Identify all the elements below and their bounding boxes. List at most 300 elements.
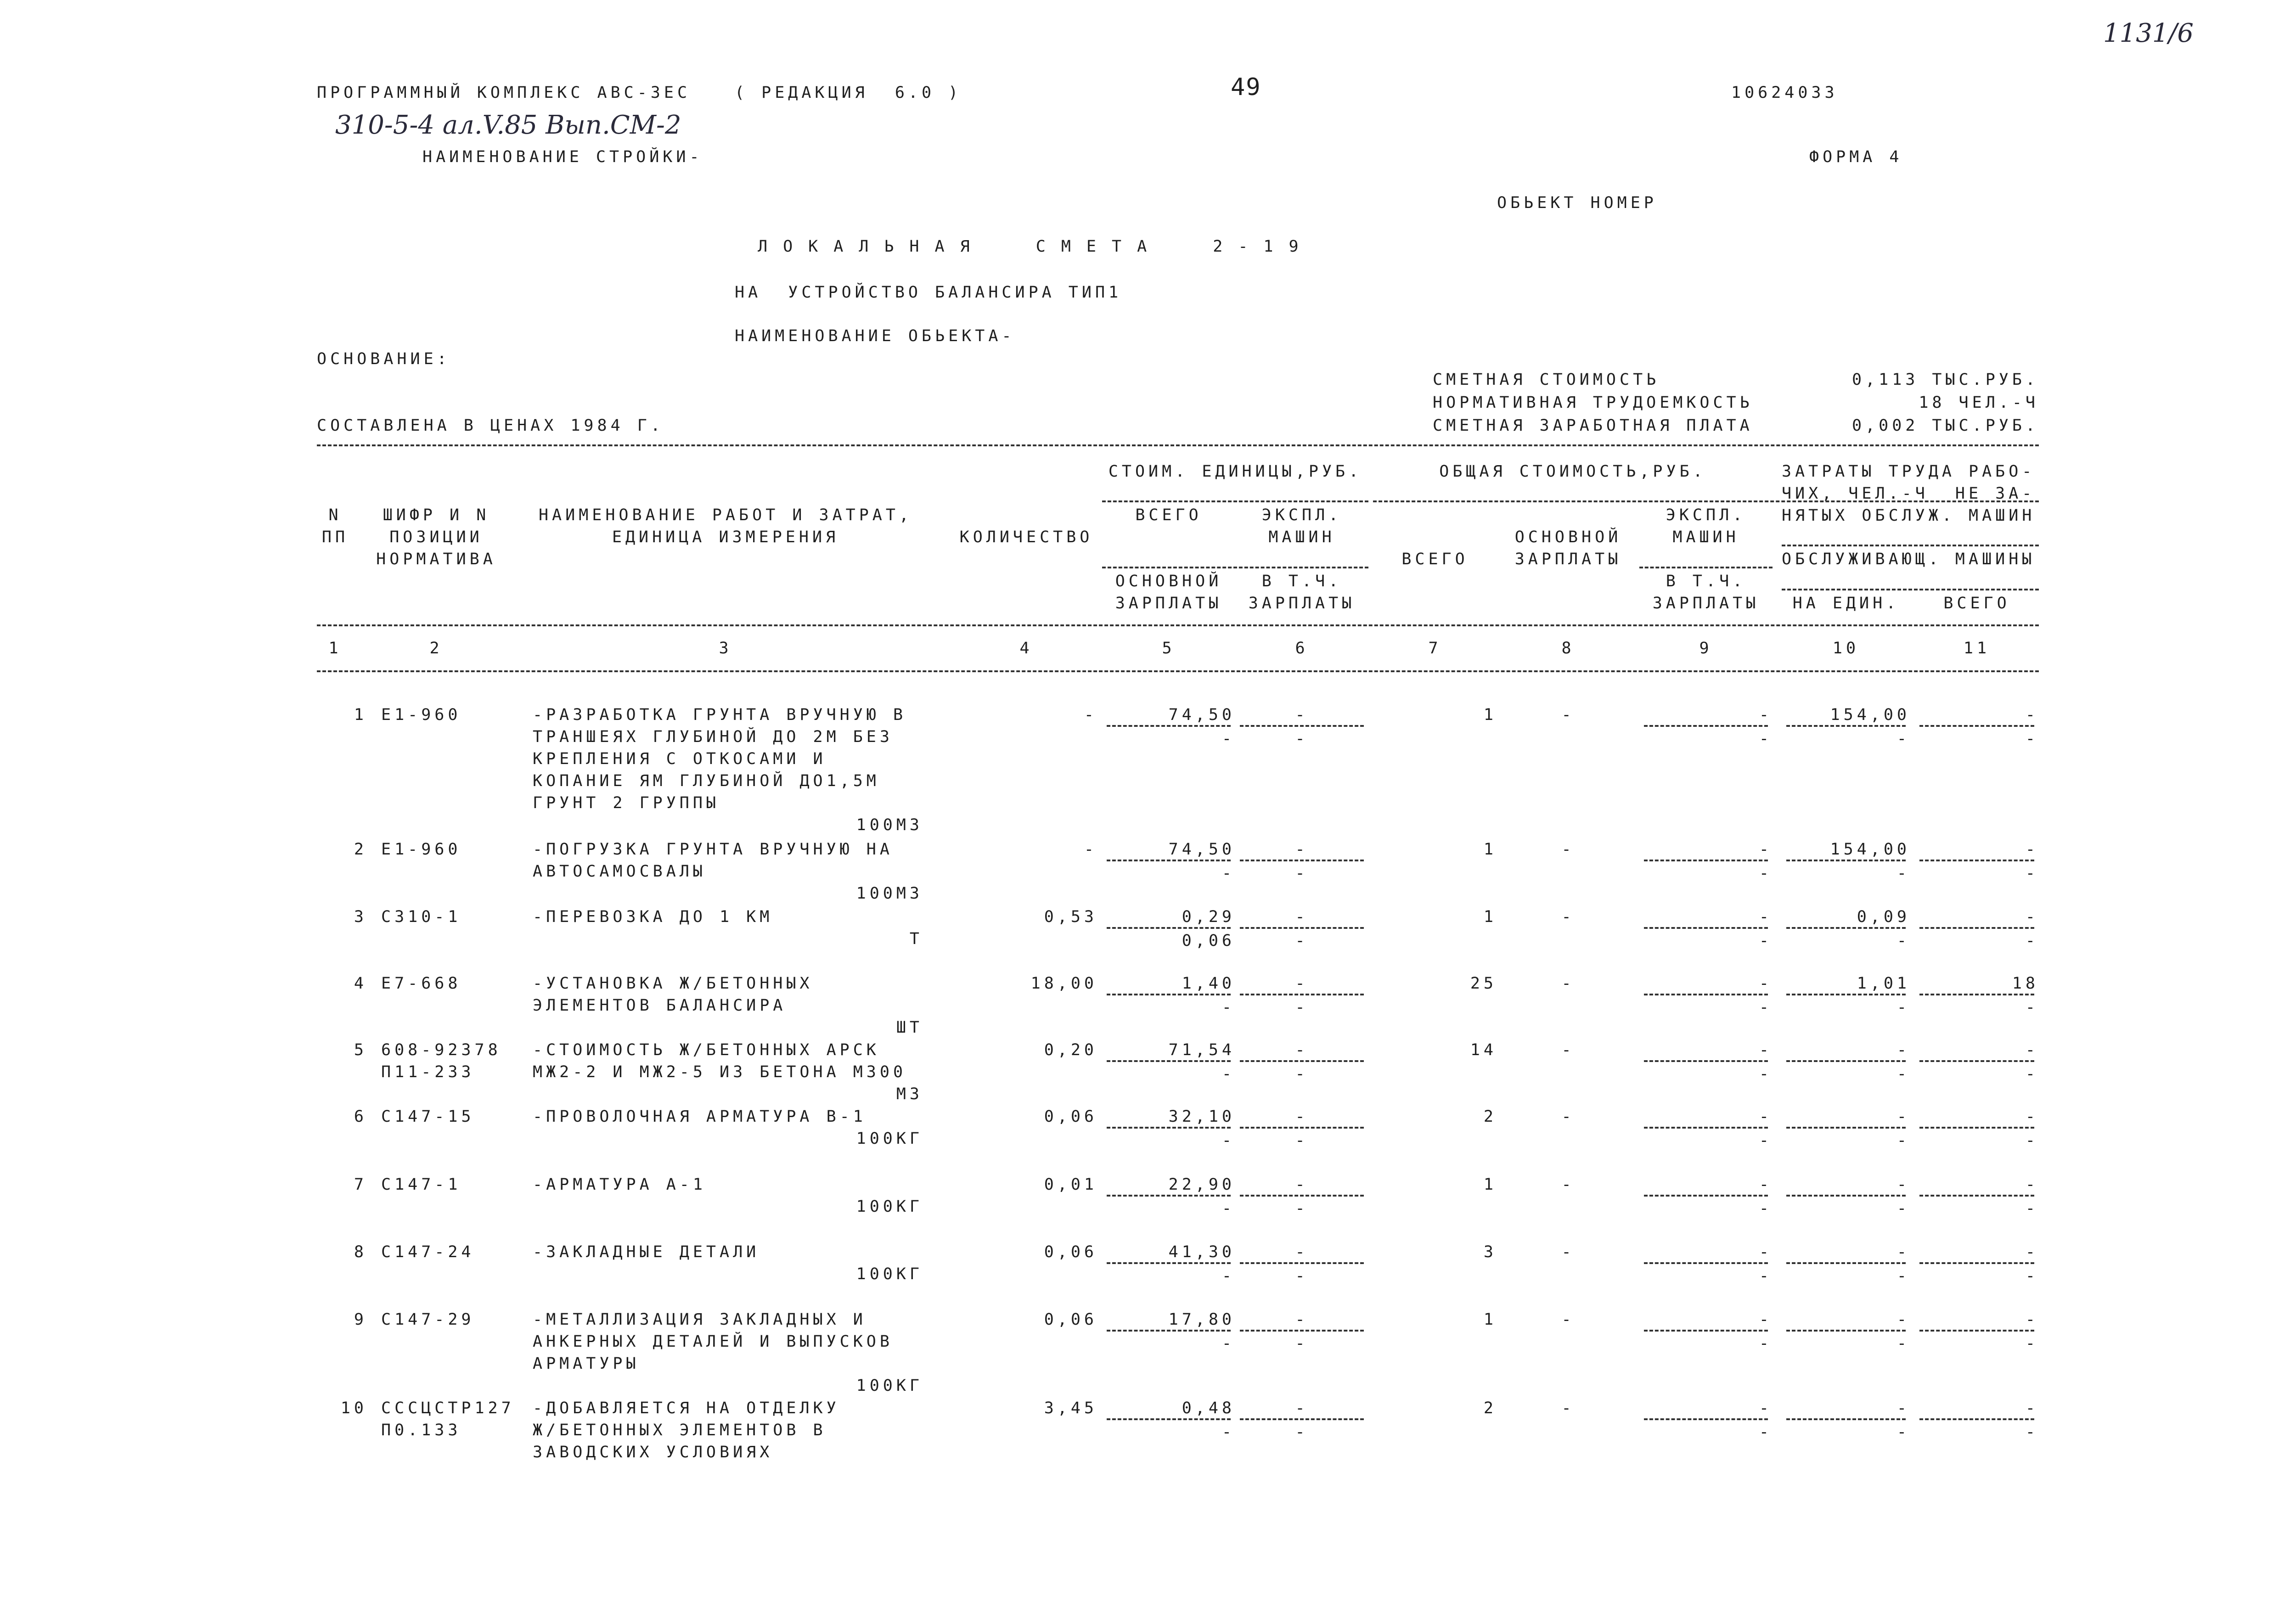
row-value-c5: 0,29 bbox=[1182, 908, 1235, 926]
rule bbox=[1373, 500, 2039, 502]
row-sub-c11: - bbox=[2025, 998, 2039, 1017]
row-value-qty: 0,01 bbox=[1044, 1175, 1097, 1194]
header-cell-c9: ЭКСПЛ. bbox=[1666, 506, 1746, 524]
row-number: 4 bbox=[354, 974, 367, 993]
rule bbox=[1107, 860, 1231, 861]
row-sub-c10: - bbox=[1896, 1131, 1910, 1150]
row-sub-c6: - bbox=[1295, 864, 1309, 882]
rule bbox=[1240, 860, 1364, 861]
row-sub-c10: - bbox=[1896, 1334, 1910, 1353]
row-value-c10: 1,01 bbox=[1857, 974, 1910, 993]
header-cell-c9: МАШИН bbox=[1672, 528, 1739, 546]
rule bbox=[1240, 1127, 1364, 1129]
row-name: -УСТАНОВКА Ж/БЕТОННЫХ bbox=[533, 974, 813, 993]
row-number: 9 bbox=[354, 1310, 367, 1329]
row-sub-c6: - bbox=[1295, 1423, 1309, 1441]
row-value-c8: - bbox=[1561, 706, 1575, 724]
row-value-c5: 74,50 bbox=[1168, 706, 1235, 724]
row-sub-c11: - bbox=[2025, 730, 2039, 748]
row-value-c6: - bbox=[1295, 1041, 1309, 1059]
rule bbox=[1644, 927, 1768, 929]
rule bbox=[1240, 994, 1364, 995]
row-unit: 100М3 bbox=[856, 884, 923, 903]
row-sub-c11: - bbox=[2025, 1423, 2039, 1441]
row-sub-c9: - bbox=[1759, 1423, 1773, 1441]
rule bbox=[317, 670, 2039, 672]
column-number: 9 bbox=[1699, 639, 1713, 658]
row-sub-c10: - bbox=[1896, 730, 1910, 748]
row-number: 1 bbox=[354, 706, 367, 724]
row-unit: ШТ bbox=[896, 1018, 923, 1037]
header-cell-c7: ВСЕГО bbox=[1401, 550, 1469, 568]
row-value-qty: - bbox=[1084, 840, 1097, 859]
rule bbox=[1786, 725, 1906, 727]
rule bbox=[1102, 567, 1368, 568]
row-value-c6: - bbox=[1295, 908, 1309, 926]
program-revision: ( РЕДАКЦИЯ 6.0 ) bbox=[735, 84, 962, 102]
row-sub-c6: - bbox=[1295, 1199, 1309, 1218]
row-value-c10: - bbox=[1896, 1107, 1910, 1126]
row-code: Е1-960 bbox=[381, 706, 461, 724]
row-value-qty: 0,06 bbox=[1044, 1310, 1097, 1329]
rule bbox=[1644, 1195, 1768, 1197]
row-sub-c10: - bbox=[1896, 932, 1910, 950]
row-number: 7 bbox=[354, 1175, 367, 1194]
header-cell-name: НАИМЕНОВАНИЕ РАБОТ И ЗАТРАТ, bbox=[538, 506, 912, 524]
row-unit: 100КГ bbox=[856, 1377, 923, 1395]
row-name: АВТОСАМОСВАЛЫ bbox=[533, 862, 706, 881]
row-sub-c11: - bbox=[2025, 1131, 2039, 1150]
rule bbox=[1786, 927, 1906, 929]
header-cell-n: N bbox=[328, 506, 342, 524]
row-name: -ПОГРУЗКА ГРУНТА ВРУЧНУЮ НА bbox=[533, 840, 893, 859]
row-value-c10: 0,09 bbox=[1857, 908, 1910, 926]
rule bbox=[1782, 589, 2039, 590]
row-name: -МЕТАЛЛИЗАЦИЯ ЗАКЛАДНЫХ И bbox=[533, 1310, 867, 1329]
header-cell-n: ПП bbox=[321, 528, 349, 546]
header-cell-qty: КОЛИЧЕСТВО bbox=[959, 528, 1093, 546]
rule bbox=[1639, 567, 1773, 568]
row-value-c7: 2 bbox=[1483, 1399, 1497, 1417]
row-value-c6: - bbox=[1295, 840, 1309, 859]
row-value-c11: - bbox=[2025, 1243, 2039, 1261]
row-value-c9: - bbox=[1759, 1243, 1773, 1261]
header-cell-c5: ЗАРПЛАТЫ bbox=[1115, 594, 1222, 613]
page-subtitle: НА УСТРОЙСТВО БАЛАНСИРА ТИП1 bbox=[735, 283, 1122, 302]
rule bbox=[1919, 927, 2034, 929]
row-value-c10: - bbox=[1896, 1310, 1910, 1329]
rule bbox=[1786, 1262, 1906, 1264]
row-code: С310-1 bbox=[381, 908, 461, 926]
rule bbox=[1240, 1195, 1364, 1197]
header-cell-serving: ОБСЛУЖИВАЮЩ. МАШИНЫ bbox=[1782, 550, 2036, 568]
rule bbox=[1644, 1127, 1768, 1129]
rule bbox=[1919, 860, 2034, 861]
row-sub-c5: - bbox=[1221, 1267, 1235, 1285]
summary-value: 0,002 ТЫС.РУБ. bbox=[1851, 416, 2039, 435]
rule bbox=[1786, 1060, 1906, 1062]
row-name: -ДОБАВЛЯЕТСЯ НА ОТДЕЛКУ bbox=[533, 1399, 840, 1417]
row-value-qty: - bbox=[1084, 706, 1097, 724]
header-cell-c6: МАШИН bbox=[1268, 528, 1335, 546]
rule bbox=[1644, 994, 1768, 995]
row-value-c6: - bbox=[1295, 974, 1309, 993]
row-value-c11: - bbox=[2025, 1399, 2039, 1417]
form-label: ФОРМА 4 bbox=[1809, 148, 1903, 166]
summary-label: НОРМАТИВНАЯ ТРУДОЕМКОСТЬ bbox=[1433, 393, 1753, 412]
header-cell-code: ПОЗИЦИИ bbox=[389, 528, 483, 546]
rule bbox=[1107, 927, 1231, 929]
row-value-c6: - bbox=[1295, 1310, 1309, 1329]
row-unit: Т bbox=[909, 930, 923, 948]
rule bbox=[1644, 1262, 1768, 1264]
row-value-c11: - bbox=[2025, 840, 2039, 859]
row-value-c9: - bbox=[1759, 706, 1773, 724]
rule bbox=[1107, 1262, 1231, 1264]
header-cell-c5: ВСЕГО bbox=[1135, 506, 1202, 524]
row-value-c10: 154,00 bbox=[1830, 706, 1910, 724]
rule bbox=[1786, 1195, 1906, 1197]
rule bbox=[1107, 994, 1231, 995]
rule bbox=[1240, 927, 1364, 929]
row-value-c8: - bbox=[1561, 1107, 1575, 1126]
row-name: -РАЗРАБОТКА ГРУНТА ВРУЧНУЮ В bbox=[533, 706, 907, 724]
row-unit: М3 bbox=[896, 1085, 923, 1103]
rule bbox=[1107, 1195, 1231, 1197]
row-value-qty: 3,45 bbox=[1044, 1399, 1097, 1417]
row-code: С147-1 bbox=[381, 1175, 461, 1194]
row-sub-c5: - bbox=[1221, 998, 1235, 1017]
rule bbox=[1644, 725, 1768, 727]
row-unit: 100КГ bbox=[856, 1265, 923, 1283]
row-sub-c6: - bbox=[1295, 1065, 1309, 1083]
row-value-c8: - bbox=[1561, 1041, 1575, 1059]
row-number: 5 bbox=[354, 1041, 367, 1059]
row-value-c5: 17,80 bbox=[1168, 1310, 1235, 1329]
rule bbox=[1240, 1262, 1364, 1264]
row-sub-c11: - bbox=[2025, 1334, 2039, 1353]
header-cell-c6: ЗАРПЛАТЫ bbox=[1248, 594, 1356, 613]
row-sub-c10: - bbox=[1896, 1199, 1910, 1218]
row-value-c9: - bbox=[1759, 1107, 1773, 1126]
header-cell-labor: ЗАТРАТЫ ТРУДА РАБО- bbox=[1782, 462, 2036, 481]
rule bbox=[1107, 725, 1231, 727]
rule bbox=[1786, 1418, 1906, 1420]
row-value-c8: - bbox=[1561, 1243, 1575, 1261]
row-value-c5: 32,10 bbox=[1168, 1107, 1235, 1126]
row-sub-c11: - bbox=[2025, 1065, 2039, 1083]
row-sub-c10: - bbox=[1896, 998, 1910, 1017]
row-value-qty: 0,06 bbox=[1044, 1243, 1097, 1261]
page-number: 49 bbox=[1231, 73, 1261, 101]
rule bbox=[1644, 1418, 1768, 1420]
row-value-c9: - bbox=[1759, 1310, 1773, 1329]
column-number: 10 bbox=[1832, 639, 1860, 658]
row-value-c8: - bbox=[1561, 1175, 1575, 1194]
header-cell-code: НОРМАТИВА bbox=[376, 550, 496, 568]
header-cell-c9: ЗАРПЛАТЫ bbox=[1652, 594, 1760, 613]
header-cell-labor: НЯТЫХ ОБСЛУЖ. МАШИН bbox=[1782, 506, 2036, 525]
row-value-c6: - bbox=[1295, 1107, 1309, 1126]
row-value-c5: 22,90 bbox=[1168, 1175, 1235, 1194]
row-code: 608-92378 bbox=[381, 1041, 501, 1059]
row-name: ГРУНТ 2 ГРУППЫ bbox=[533, 794, 720, 812]
row-value-qty: 0,20 bbox=[1044, 1041, 1097, 1059]
rule bbox=[1107, 1060, 1231, 1062]
row-value-c8: - bbox=[1561, 908, 1575, 926]
rule bbox=[1919, 1195, 2034, 1197]
row-value-c7: 1 bbox=[1483, 1175, 1497, 1194]
row-value-c11: - bbox=[2025, 1310, 2039, 1329]
row-value-c10: - bbox=[1896, 1399, 1910, 1417]
object-name-label: НАИМЕНОВАНИЕ ОБЬЕКТА- bbox=[735, 327, 1015, 345]
column-number: 8 bbox=[1561, 639, 1575, 658]
program-name: ПРОГРАММНЫЙ КОМПЛЕКС АВС-ЗЕС bbox=[317, 84, 691, 102]
row-value-c9: - bbox=[1759, 974, 1773, 993]
summary-label: СМЕТНАЯ ЗАРАБОТНАЯ ПЛАТА bbox=[1433, 416, 1753, 435]
row-name: АРМАТУРЫ bbox=[533, 1354, 640, 1373]
row-value-c6: - bbox=[1295, 1243, 1309, 1261]
row-value-c11: - bbox=[2025, 706, 2039, 724]
row-sub-c5: 0,06 bbox=[1182, 932, 1235, 950]
row-number: 3 bbox=[354, 908, 367, 926]
column-number: 4 bbox=[1019, 639, 1033, 658]
column-number: 7 bbox=[1428, 639, 1442, 658]
row-value-qty: 0,06 bbox=[1044, 1107, 1097, 1126]
row-value-c10: - bbox=[1896, 1243, 1910, 1261]
summary-value: 0,113 ТЫС.РУБ. bbox=[1851, 371, 2039, 389]
row-value-qty: 0,53 bbox=[1044, 908, 1097, 926]
row-number: 8 bbox=[354, 1243, 367, 1261]
row-value-c11: - bbox=[2025, 1175, 2039, 1194]
row-value-c10: - bbox=[1896, 1041, 1910, 1059]
column-number: 11 bbox=[1963, 639, 1991, 658]
row-sub-c9: - bbox=[1759, 730, 1773, 748]
row-value-c10: - bbox=[1896, 1175, 1910, 1194]
row-value-c7: 1 bbox=[1483, 1310, 1497, 1329]
rule bbox=[1919, 1262, 2034, 1264]
row-code: Е7-668 bbox=[381, 974, 461, 993]
row-sub-c6: - bbox=[1295, 998, 1309, 1017]
row-sub-c5: - bbox=[1221, 1199, 1235, 1218]
summary-label: СМЕТНАЯ СТОИМОСТЬ bbox=[1433, 371, 1660, 389]
row-name: Ж/БЕТОННЫХ ЭЛЕМЕНТОВ В bbox=[533, 1421, 827, 1439]
row-name: ЗАВОДСКИХ УСЛОВИЯХ bbox=[533, 1443, 773, 1461]
header-cell-c6: В Т.Ч. bbox=[1261, 572, 1342, 590]
row-sub-c9: - bbox=[1759, 864, 1773, 882]
row-number: 2 bbox=[354, 840, 367, 859]
row-value-c7: 1 bbox=[1483, 706, 1497, 724]
row-value-c8: - bbox=[1561, 1310, 1575, 1329]
row-code: СССЦСТР127 bbox=[381, 1399, 515, 1417]
row-value-c7: 2 bbox=[1483, 1107, 1497, 1126]
row-sub-c9: - bbox=[1759, 932, 1773, 950]
header-cell-c8: ОСНОВНОЙ bbox=[1514, 528, 1622, 546]
row-code: С147-29 bbox=[381, 1310, 475, 1329]
rule bbox=[1919, 1418, 2034, 1420]
column-number: 5 bbox=[1162, 639, 1176, 658]
row-sub-c11: - bbox=[2025, 1199, 2039, 1218]
row-value-c8: - bbox=[1561, 840, 1575, 859]
rule bbox=[1786, 1330, 1906, 1332]
row-sub-c9: - bbox=[1759, 998, 1773, 1017]
row-value-c9: - bbox=[1759, 840, 1773, 859]
basis-label: ОСНОВАНИЕ: bbox=[317, 350, 450, 368]
row-sub-c6: - bbox=[1295, 730, 1309, 748]
row-value-c8: - bbox=[1561, 974, 1575, 993]
row-name: КОПАНИЕ ЯМ ГЛУБИНОЙ ДО1,5М bbox=[533, 772, 880, 790]
prices-label: СОСТАВЛЕНА В ЦЕНАХ 1984 Г. bbox=[317, 416, 664, 435]
row-value-c9: - bbox=[1759, 1399, 1773, 1417]
header-cell-c11: ВСЕГО bbox=[1943, 594, 2010, 613]
page-title: ЛОКАЛЬНАЯ СМЕТА 2-19 bbox=[758, 237, 1314, 256]
header-cell-code: ШИФР И N bbox=[383, 506, 490, 524]
row-code: Е1-960 bbox=[381, 840, 461, 859]
row-sub-c11: - bbox=[2025, 932, 2039, 950]
row-value-c7: 14 bbox=[1470, 1041, 1497, 1059]
row-value-c9: - bbox=[1759, 1175, 1773, 1194]
row-value-c9: - bbox=[1759, 908, 1773, 926]
handwritten-reference: 310-5-4 ал.V.85 Вып.СМ-2 bbox=[335, 110, 681, 140]
row-name: ЭЛЕМЕНТОВ БАЛАНСИРА bbox=[533, 996, 787, 1015]
row-value-qty: 18,00 bbox=[1030, 974, 1097, 993]
header-cell-c5: ОСНОВНОЙ bbox=[1115, 572, 1222, 590]
row-code: П11-233 bbox=[381, 1063, 475, 1081]
row-code: С147-15 bbox=[381, 1107, 475, 1126]
row-value-c5: 74,50 bbox=[1168, 840, 1235, 859]
rule bbox=[1240, 1418, 1364, 1420]
row-sub-c9: - bbox=[1759, 1267, 1773, 1285]
row-sub-c10: - bbox=[1896, 1267, 1910, 1285]
row-number: 6 bbox=[354, 1107, 367, 1126]
row-name: АНКЕРНЫХ ДЕТАЛЕЙ И ВЫПУСКОВ bbox=[533, 1332, 893, 1351]
header-cell-c10: НА ЕДИН. bbox=[1792, 594, 1900, 613]
header-cell-labor: ЧИХ, ЧЕЛ.-Ч НЕ ЗА- bbox=[1782, 484, 2036, 503]
header-cell-c8: ЗАРПЛАТЫ bbox=[1514, 550, 1622, 568]
rule bbox=[317, 624, 2039, 626]
row-name: -ПРОВОЛОЧНАЯ АРМАТУРА В-1 bbox=[533, 1107, 867, 1126]
column-number: 6 bbox=[1295, 639, 1309, 658]
row-code: П0.133 bbox=[381, 1421, 461, 1439]
row-value-c9: - bbox=[1759, 1041, 1773, 1059]
row-name: ТРАНШЕЯХ ГЛУБИНОЙ ДО 2М БЕЗ bbox=[533, 728, 893, 746]
row-sub-c9: - bbox=[1759, 1065, 1773, 1083]
row-value-c7: 3 bbox=[1483, 1243, 1497, 1261]
row-sub-c9: - bbox=[1759, 1334, 1773, 1353]
row-sub-c9: - bbox=[1759, 1199, 1773, 1218]
summary-value: 18 ЧЕЛ.-Ч bbox=[1919, 393, 2039, 412]
rule bbox=[1919, 1330, 2034, 1332]
row-value-c11: - bbox=[2025, 1041, 2039, 1059]
row-code: С147-24 bbox=[381, 1243, 475, 1261]
row-sub-c5: - bbox=[1221, 1423, 1235, 1441]
rule bbox=[1786, 1127, 1906, 1129]
row-number: 10 bbox=[340, 1399, 367, 1417]
row-sub-c5: - bbox=[1221, 730, 1235, 748]
row-value-c5: 41,30 bbox=[1168, 1243, 1235, 1261]
column-number: 2 bbox=[429, 639, 443, 658]
rule bbox=[1240, 1060, 1364, 1062]
row-name: -СТОИМОСТЬ Ж/БЕТОННЫХ АРСК bbox=[533, 1041, 880, 1059]
row-sub-c5: - bbox=[1221, 1131, 1235, 1150]
row-sub-c9: - bbox=[1759, 1131, 1773, 1150]
corner-note: 1131/6 bbox=[2103, 18, 2194, 48]
row-sub-c10: - bbox=[1896, 1423, 1910, 1441]
document-code: 10624033 bbox=[1731, 84, 1838, 102]
rule bbox=[1919, 1127, 2034, 1129]
row-value-c11: - bbox=[2025, 1107, 2039, 1126]
rule bbox=[317, 444, 2039, 446]
column-number: 3 bbox=[719, 639, 732, 658]
row-name: КРЕПЛЕНИЯ С ОТКОСАМИ И bbox=[533, 750, 827, 768]
rule bbox=[1102, 500, 1368, 502]
rule bbox=[1644, 1060, 1768, 1062]
row-sub-c5: - bbox=[1221, 1065, 1235, 1083]
row-value-c5: 1,40 bbox=[1182, 974, 1235, 993]
row-sub-c6: - bbox=[1295, 1334, 1309, 1353]
row-value-c10: 154,00 bbox=[1830, 840, 1910, 859]
rule bbox=[1919, 994, 2034, 995]
row-sub-c6: - bbox=[1295, 1131, 1309, 1150]
row-sub-c11: - bbox=[2025, 1267, 2039, 1285]
row-name: -ЗАКЛАДНЫЕ ДЕТАЛИ bbox=[533, 1243, 760, 1261]
row-value-c7: 1 bbox=[1483, 908, 1497, 926]
rule bbox=[1107, 1418, 1231, 1420]
row-unit: 100М3 bbox=[856, 816, 923, 834]
rule bbox=[1107, 1330, 1231, 1332]
row-unit: 100КГ bbox=[856, 1130, 923, 1148]
rule bbox=[1107, 1127, 1231, 1129]
rule bbox=[1919, 1060, 2034, 1062]
rule bbox=[1644, 1330, 1768, 1332]
row-value-c5: 71,54 bbox=[1168, 1041, 1235, 1059]
rule bbox=[1240, 725, 1364, 727]
rule bbox=[1240, 1330, 1364, 1332]
row-sub-c5: - bbox=[1221, 1334, 1235, 1353]
row-sub-c10: - bbox=[1896, 1065, 1910, 1083]
object-number-label: ОБЬЕКТ НОМЕР bbox=[1497, 194, 1657, 212]
row-value-c7: 1 bbox=[1483, 840, 1497, 859]
row-name: -АРМАТУРА А-1 bbox=[533, 1175, 706, 1194]
header-cell-c9: В Т.Ч. bbox=[1666, 572, 1746, 590]
column-number: 1 bbox=[328, 639, 342, 658]
row-value-c5: 0,48 bbox=[1182, 1399, 1235, 1417]
row-value-c11: - bbox=[2025, 908, 2039, 926]
rule bbox=[1919, 725, 2034, 727]
rule bbox=[1644, 860, 1768, 861]
row-unit: 100КГ bbox=[856, 1197, 923, 1216]
construction-name-label: НАИМЕНОВАНИЕ СТРОЙКИ- bbox=[422, 148, 703, 166]
row-value-c11: 18 bbox=[2012, 974, 2039, 993]
row-value-c8: - bbox=[1561, 1399, 1575, 1417]
row-sub-c6: - bbox=[1295, 932, 1309, 950]
row-sub-c10: - bbox=[1896, 864, 1910, 882]
row-value-c6: - bbox=[1295, 1175, 1309, 1194]
header-cell-c6: ЭКСПЛ. bbox=[1261, 506, 1342, 524]
rule bbox=[1786, 994, 1906, 995]
rule bbox=[1782, 545, 2039, 546]
row-name: -ПЕРЕВОЗКА ДО 1 КМ bbox=[533, 908, 773, 926]
header-cell-name: ЕДИНИЦА ИЗМЕРЕНИЯ bbox=[612, 528, 839, 546]
row-name: МЖ2-2 И МЖ2-5 ИЗ БЕТОНА М300 bbox=[533, 1063, 907, 1081]
rule bbox=[1786, 860, 1906, 861]
header-cell-unit-cost: СТОИМ. ЕДИНИЦЫ,РУБ. bbox=[1108, 462, 1362, 481]
row-value-c6: - bbox=[1295, 1399, 1309, 1417]
row-sub-c5: - bbox=[1221, 864, 1235, 882]
header-cell-total-cost: ОБЩАЯ СТОИМОСТЬ,РУБ. bbox=[1439, 462, 1706, 481]
row-value-c6: - bbox=[1295, 706, 1309, 724]
row-sub-c11: - bbox=[2025, 864, 2039, 882]
